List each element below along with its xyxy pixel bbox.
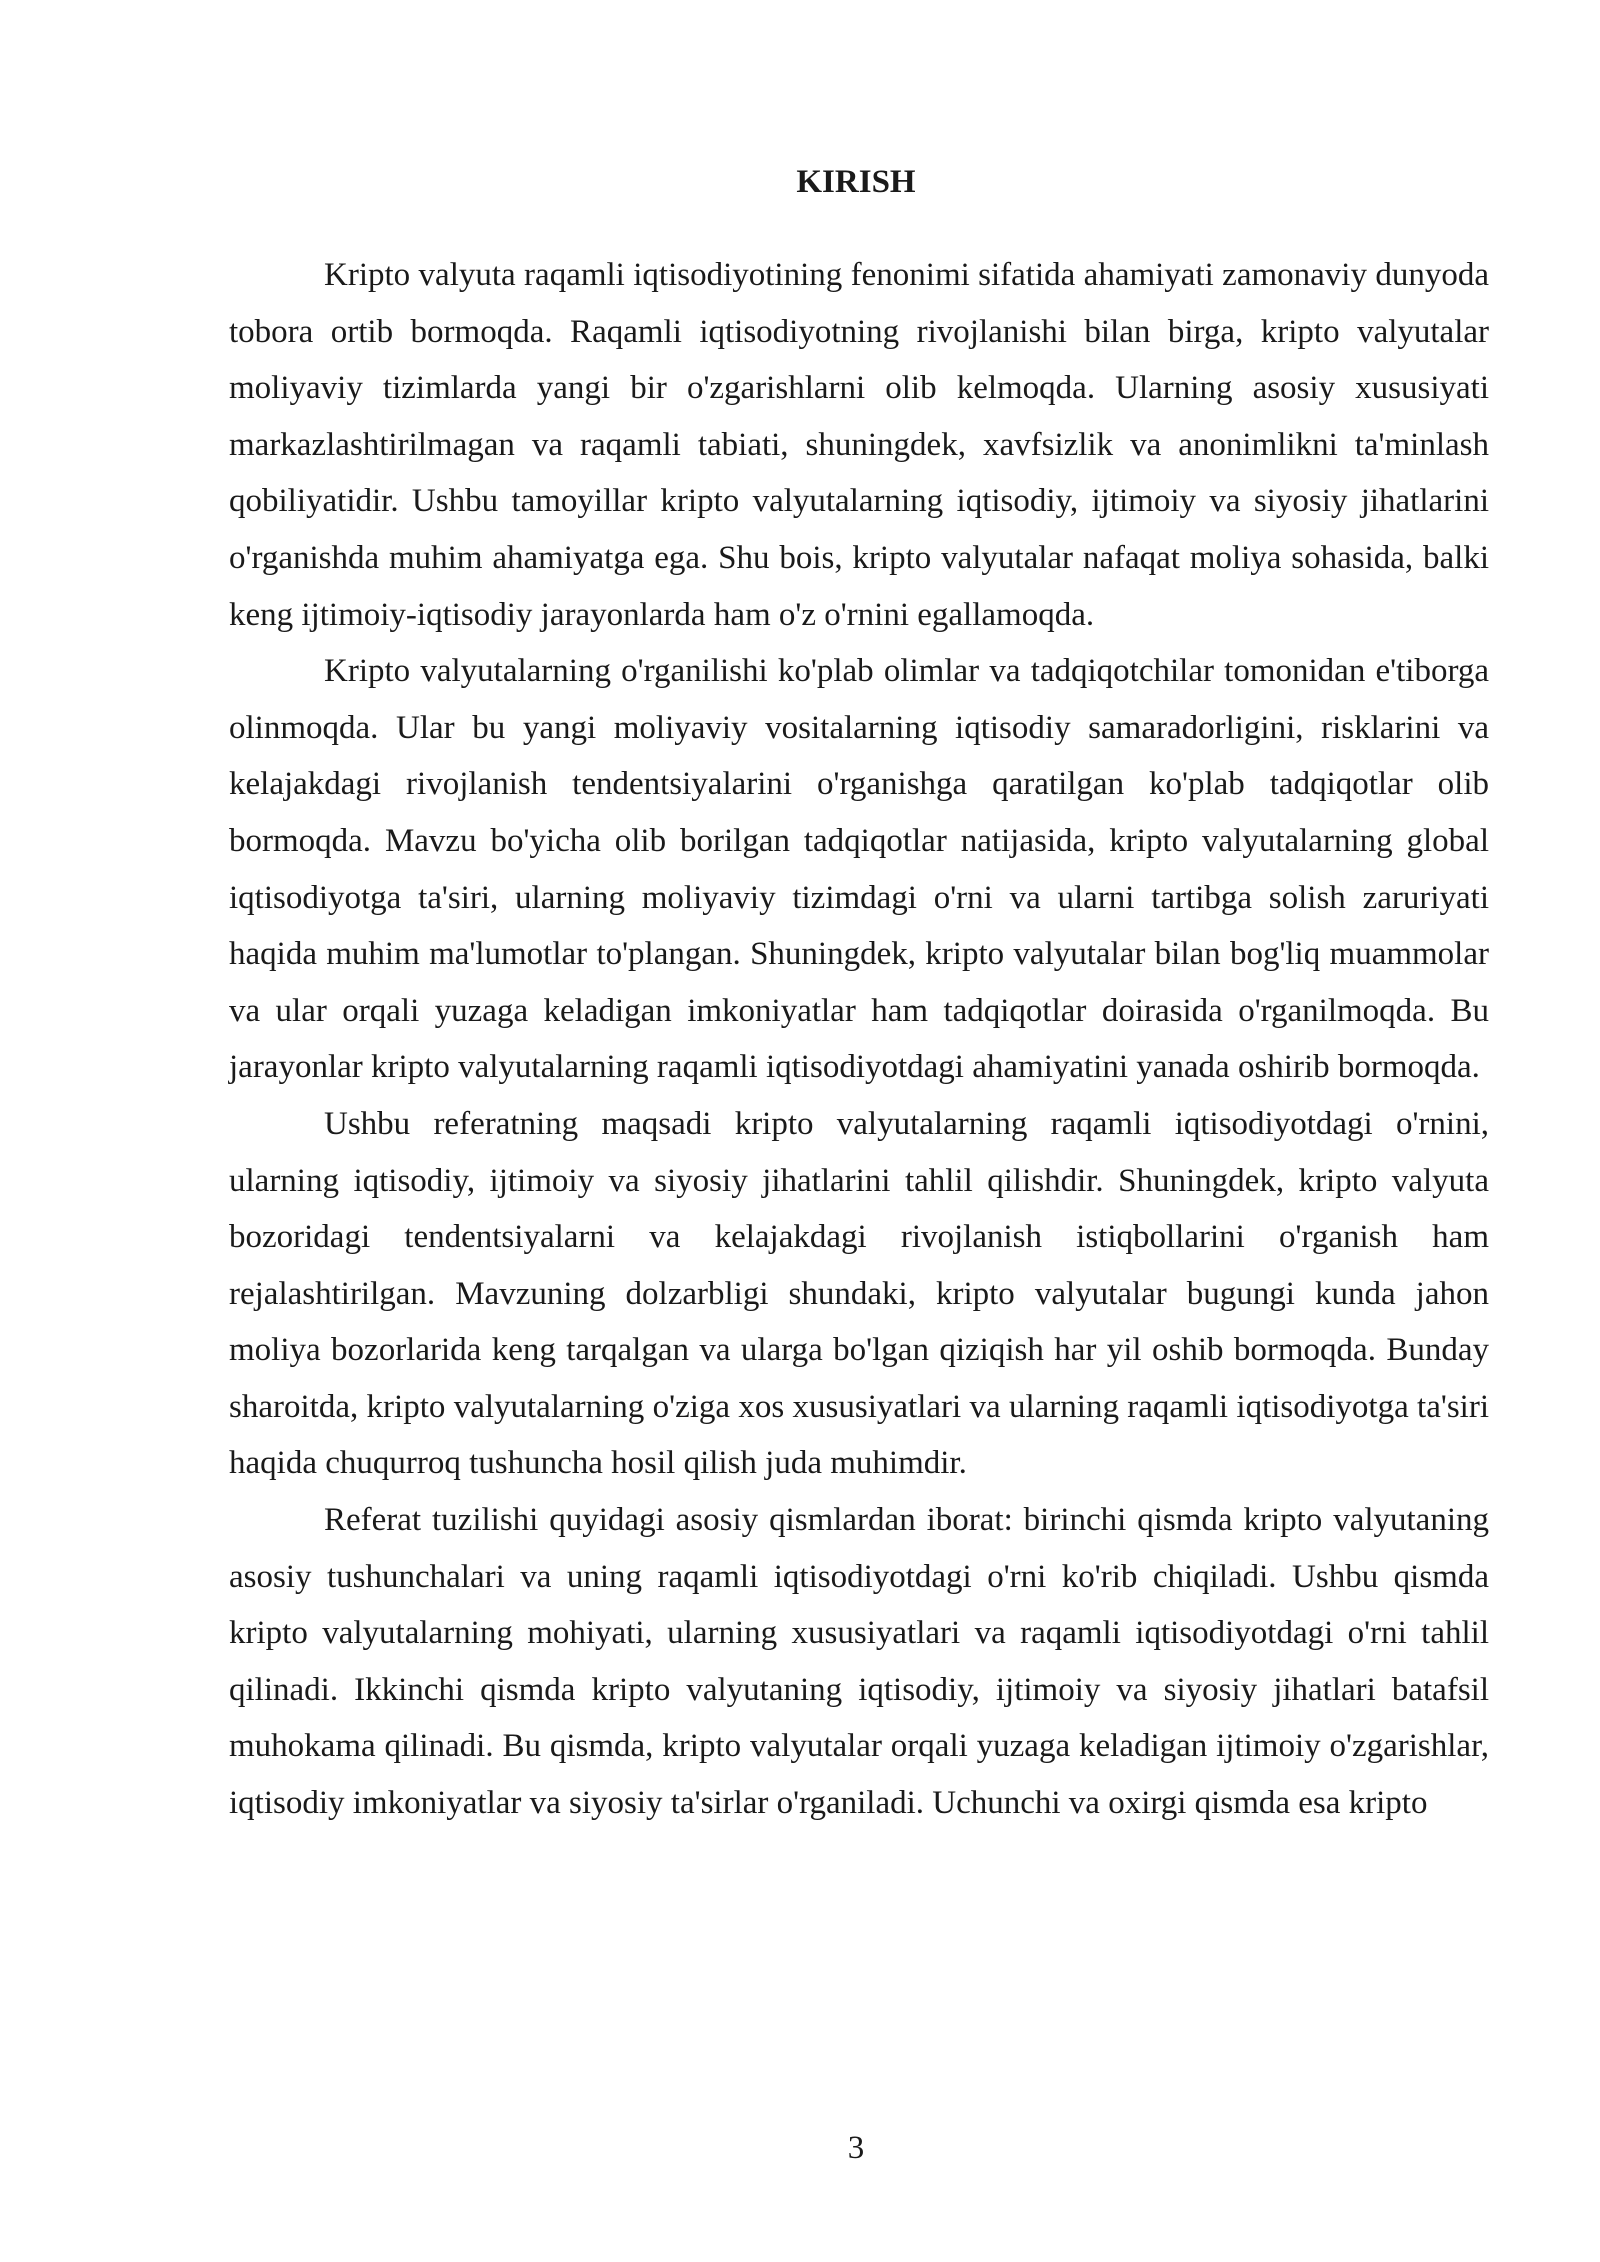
page-title: KIRISH: [796, 164, 916, 200]
body-text: [229, 247, 1489, 1832]
paragraph-3: Ushbu referatning maqsadi kripto valyutalarning raqamli iqtisodiyotdagi o'rnini, ularning iqtisodiy, ijtimoiy va siyosiy jihatlarini tahlil qilishdir. Shuningdek, kripto valyuta bozoridagi tendentsiyalarni va kelajakdagi rivojlanish istiqbollarini o'rganish ham rejalashtirilgan. Mavzuning dolzarbligi shundaki, kripto valyutalar bugungi kunda jahon moliya bozorlarida keng tarqalgan va ularga bo'lgan qiziqish har yil oshib bormoqda. Bunday sharoitda, kripto valyutalarning o'ziga xos xususiyatlari va ularning raqamli iqtisodiyotga ta'siri haqida chuqurroq tushuncha hosil qilish juda muhimdir.: [229, 1105, 1489, 1482]
page-number: 3: [847, 2130, 865, 2166]
paragraph-4: Referat tuzilishi quyidagi asosiy qismlardan iborat: birinchi qismda kripto valyutaning asosiy tushunchalari va uning raqamli iqtisodiyotdagi o'rni ko'rib chiqiladi. Ushbu qismda kripto valyutalarning mohiyati, ularning xususiyatlari va raqamli iqtisodiyotdagi o'rni tahlil qilinadi. Ikkinchi qismda kripto valyutaning iqtisodiy, ijtimoiy va siyosiy jihatlari batafsil muhokama qilinadi. Bu qismda, kripto valyutalar orqali yuzaga keladigan ijtimoiy o'zgarishlar, iqtisodiy imkoniyatlar va siyosiy ta'sirlar o'rganiladi. Uchunchi va oxirgi qismda esa kripto: [229, 1502, 1489, 1822]
paragraph-1: Kripto valyuta raqamli iqtisodiyotining fenonimi sifatida ahamiyati zamonaviy dunyoda tobora ortib bormoqda. Raqamli iqtisodiyotning rivojlanishi bilan birga, kripto valyutalar moliyaviy tizimlarda yangi bir o'zgarishlarni olib kelmoqda. Ularning asosiy xususiyati markazlashtirilmagan va raqamli tabiati, shuningdek, xavfsizlik va anonimlikni ta'minlash qobiliyatidir. Ushbu tamoyillar kripto valyutalarning iqtisodiy, ijtimoiy va siyosiy jihatlarini o'rganishda muhim ahamiyatga ega. Shu bois, kripto valyutalar nafaqat moliya sohasida, balki keng ijtimoiy-iqtisodiy jarayonlarda ham o'z o'rnini egallamoqda.: [229, 257, 1489, 633]
paragraph-2: Kripto valyutalarning o'rganilishi ko'plab olimlar va tadqiqotchilar tomonidan e'tiborga olinmoqda. Ular bu yangi moliyaviy vositalarning iqtisodiy samaradorligini, risklarini va kelajakdagi rivojlanish tendentsiyalarini o'rganishga qaratilgan ko'plab tadqiqotlar olib bormoqda. Mavzu bo'yicha olib borilgan tadqiqotlar natijasida, kripto valyutalarning global iqtisodiyotga ta'siri, ularning moliyaviy tizimdagi o'rni va ularni tartibga solish zaruriyati haqida muhim ma'lumotlar to'plangan. Shuningdek, kripto valyutalar bilan bog'liq muammolar va ular orqali yuzaga keladigan imkoniyatlar ham tadqiqotlar doirasida o'rganilmoqda. Bu jarayonlar kripto valyutalarning raqamli iqtisodiyotdagi ahamiyatini yanada oshirib bormoqda.: [229, 653, 1489, 1086]
